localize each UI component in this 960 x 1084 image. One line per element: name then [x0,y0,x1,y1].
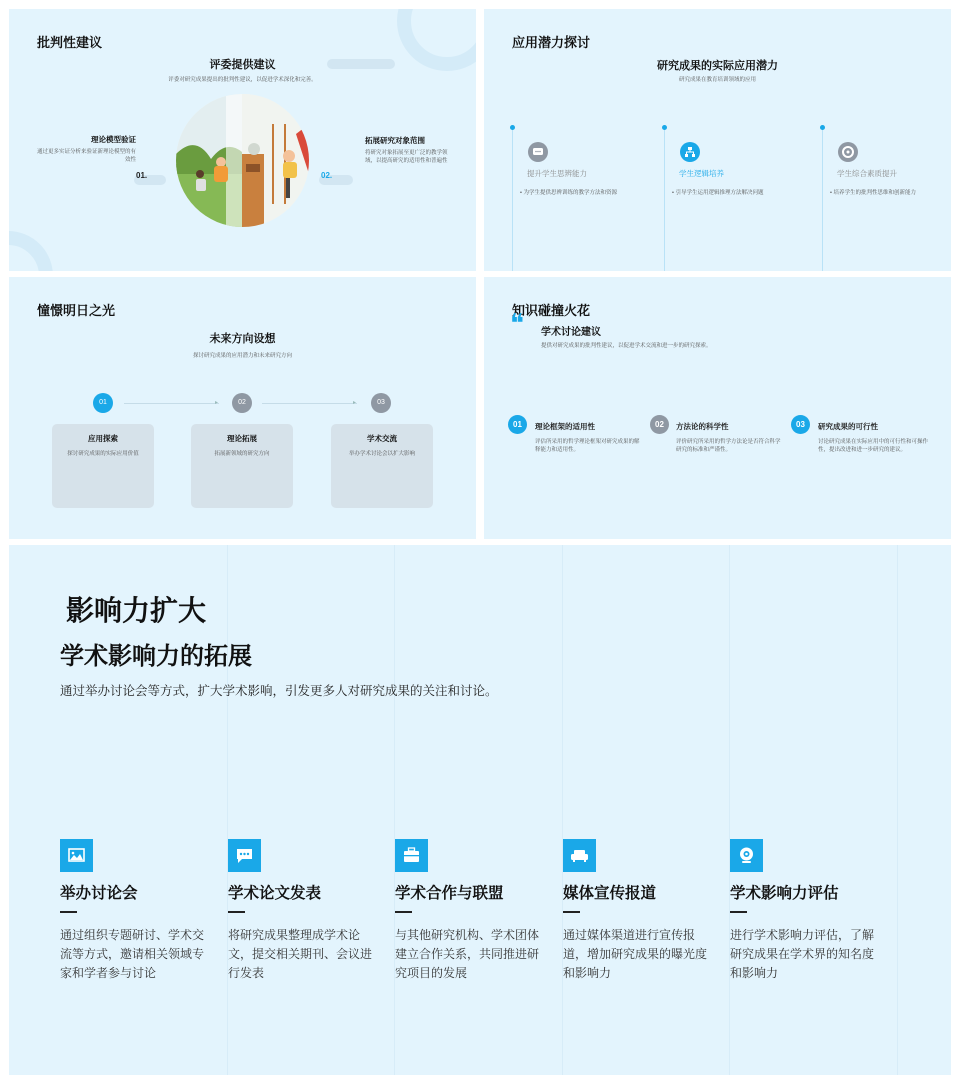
slide-title: 知识碰撞火花 [512,303,591,318]
feature-title: 学术影响力评估 [730,885,839,902]
timeline-dot [510,125,515,130]
step-card [331,424,433,508]
column-divider [227,545,228,1075]
point-desc: 评估所采用的哲学理论框架对研究成果的解释能力和适用性。 [535,439,640,453]
arrow-right-icon: ▸ [215,400,219,406]
slide-title: 批判性建议 [37,35,103,50]
feature-dash [563,911,580,913]
column-divider [729,545,730,1075]
column-divider [897,545,898,1075]
network-icon [680,142,700,162]
section-heading: 评委提供建议 [209,59,276,71]
right-point-number: 02. [321,171,333,180]
slide-influence-expansion [9,545,951,1075]
slide-critical-suggestions [9,9,476,271]
step-connector [124,403,219,404]
potential-item-label: 学生逻辑培养 [679,169,724,178]
left-point-desc: 通过更多实证分析来验证新理论模型的有效性 [37,149,137,163]
section-heading: 研究成果的实际应用潜力 [657,60,778,72]
feature-title: 学术合作与联盟 [395,885,504,902]
point-title: 研究成果的可行性 [818,422,878,431]
feature-dash [395,911,412,913]
feature-desc: 通过组织专题研讨、学术交流等方式，邀请相关领域专家和学者参与讨论 [60,928,205,980]
step-desc: 拓展新领域的研究方向 [214,451,270,457]
timeline-line [512,128,513,271]
timeline-line [664,128,665,271]
sofa-icon [563,839,596,872]
left-point [37,134,136,164]
potential-item-label: 学生综合素质提升 [837,169,897,178]
step-number: 01 [93,393,113,413]
slide-application-potential [484,9,951,271]
timeline-dot [820,125,825,130]
step-number: 03 [371,393,391,413]
step-connector [262,403,357,404]
section-subheading: 研究成果在教育培训领域的应用 [678,77,756,83]
section-subheading: 提供对研究成果的批判性建议，以促进学术交流和进一步的研究探索。 [541,343,712,349]
point-number: 01 [508,415,527,434]
section-subheading: 评委对研究成果提出的批判性建议，以促进学术深化和完善。 [168,77,317,83]
slide-title: 影响力扩大 [66,595,207,626]
potential-item-desc: • 培养学生的批判性思维和创新能力 [830,190,916,196]
feature-dash [730,911,747,913]
right-point-desc: 将研究对象拓展至更广泛的教学领域，以提高研究的适用性和普遍性 [365,150,448,164]
section-heading: 学术影响力的拓展 [60,643,252,670]
slide-knowledge-sparks [484,277,951,539]
right-point-title: 拓展研究对象范围 [365,136,425,145]
column-divider [394,545,395,1075]
left-point-title: 理论模型验证 [91,135,136,144]
decorative-ring [9,231,53,271]
section-heading: 学术讨论建议 [541,327,601,338]
arrow-right-icon: ▸ [353,400,357,406]
step-desc: 举办学术讨论会以扩大影响 [348,451,415,457]
slide-future-directions [9,277,476,539]
column-divider [562,545,563,1075]
section-subheading: 探讨研究成果的应用潜力和未来研究方向 [192,353,292,359]
point-title: 方法论的科学性 [676,422,729,431]
point-title: 理论框架的适用性 [535,422,595,431]
briefcase-icon [395,839,428,872]
point-desc: 评价研究所采用的哲学方法论是否符合科学研究的标准和严谨性。 [676,439,781,453]
chat-icon [228,839,261,872]
feature-title: 学术论文发表 [228,885,322,902]
potential-item-desc: • 引导学生运用逻辑推理方法解决问题 [672,190,764,196]
webcam-icon [730,839,763,872]
feature-title: 举办讨论会 [60,885,138,902]
feature-dash [228,911,245,913]
step-desc: 探讨研究成果的实际应用价值 [67,451,139,457]
chat-icon [528,142,548,162]
step-card [52,424,154,508]
illustration-image [176,94,309,227]
potential-item-label: 提升学生思辨能力 [527,169,587,178]
step-number: 02 [232,393,252,413]
potential-item-desc: • 为学生提供思辨训练的教学方法和资源 [520,190,617,196]
slide-title: 憧憬明日之光 [37,303,116,318]
point-number: 02 [650,415,669,434]
point-number: 03 [791,415,810,434]
target-icon [838,142,858,162]
section-heading: 未来方向设想 [209,333,276,345]
point-desc: 讨论研究成果在实际应用中的可行性和可操作性，提出改进和进一步研究的建议。 [818,439,929,453]
slide-title: 应用潜力探讨 [512,35,591,50]
step-title: 应用探索 [88,434,118,443]
image-icon [60,839,93,872]
timeline-dot [662,125,667,130]
feature-dash [60,911,77,913]
timeline-line [822,128,823,271]
feature-desc: 通过媒体渠道进行宣传报道，增加研究成果的曝光度和影响力 [563,928,708,980]
feature-desc: 将研究成果整理成学术论文，提交相关期刊、会议进行发表 [228,928,373,980]
step-title: 理论拓展 [227,434,257,443]
section-intro: 通过举办讨论会等方式，扩大学术影响，引发更多人对研究成果的关注和讨论。 [60,684,498,698]
feature-desc: 与其他研究机构、学术团体建立合作关系，共同推进研究项目的发展 [395,928,540,980]
feature-title: 媒体宣传报道 [563,885,657,902]
step-card [191,424,293,508]
left-point-number: 01. [136,171,148,180]
step-title: 学术交流 [367,434,397,443]
feature-desc: 进行学术影响力评估，了解研究成果在学术界的知名度和影响力 [730,928,875,980]
quote-mark-icon: ❝ [510,309,524,339]
right-point [365,135,457,165]
